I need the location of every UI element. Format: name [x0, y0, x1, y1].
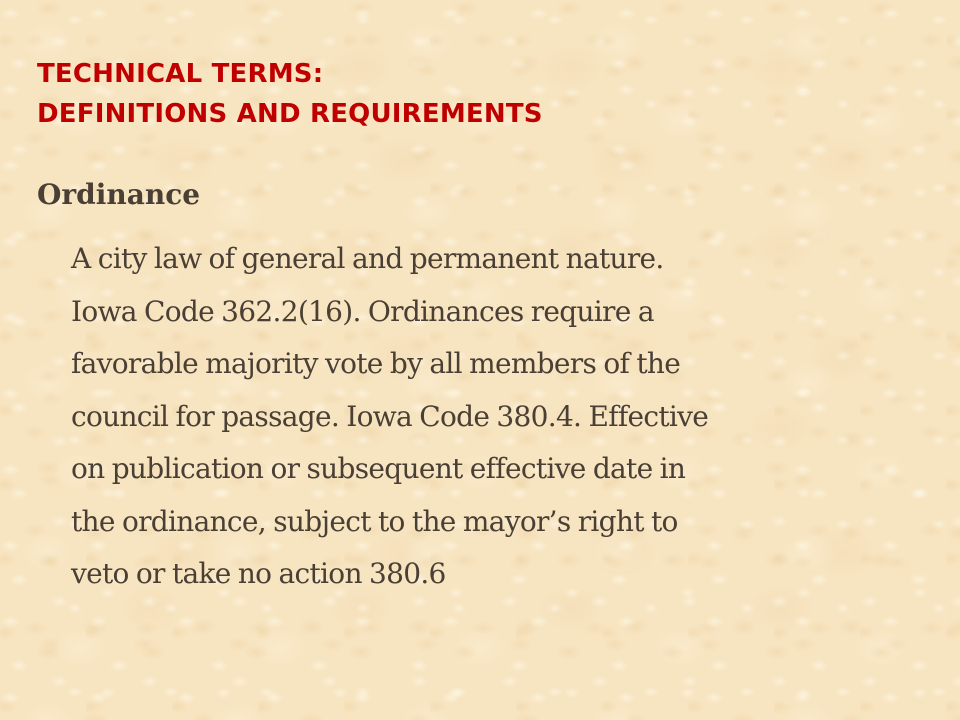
slide-title-line-1: TECHNICAL TERMS:: [37, 59, 324, 89]
term-heading: Ordinance: [37, 178, 201, 211]
definition-line: on publication or subsequent effective date in: [71, 452, 686, 485]
definition-line: veto or take no action 380.6: [71, 557, 446, 590]
term-definition: [71, 233, 939, 601]
slide-title-line-2: DEFINITIONS AND REQUIREMENTS: [37, 99, 543, 129]
definition-line: council for passage. Iowa Code 380.4. Effective: [71, 399, 709, 433]
definition-line: the ordinance, subject to the mayor’s right to: [71, 504, 678, 538]
definition-line: favorable majority vote by all members of the: [71, 347, 681, 380]
slide-title: [37, 54, 543, 134]
definition-line: A city law of general and permanent nature.: [71, 242, 664, 275]
definition-line: Iowa Code 362.2(16). Ordinances require a: [71, 294, 654, 328]
